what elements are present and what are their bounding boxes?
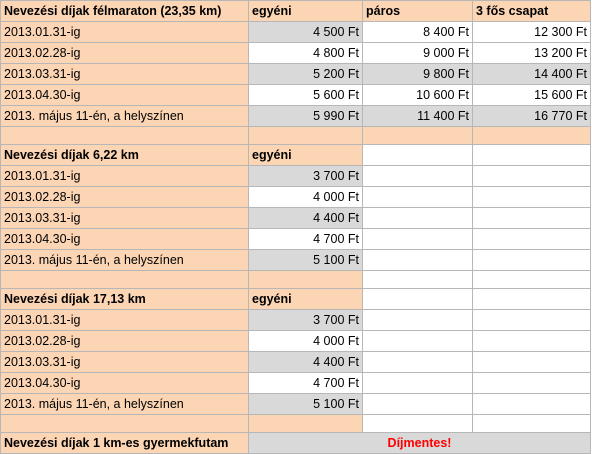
table-row: [1, 22, 591, 43]
run-17km-title[interactable]: Nevezési díjak 17,13 km: [1, 289, 249, 310]
empty-cell[interactable]: [1, 415, 249, 433]
kids-run-title[interactable]: Nevezési díjak 1 km-es gyermekfutam: [1, 433, 249, 454]
spacer-row: [1, 127, 591, 145]
team-fee[interactable]: 14 400 Ft: [473, 64, 591, 85]
empty-cell[interactable]: [473, 373, 591, 394]
empty-cell[interactable]: [363, 415, 473, 433]
row-label[interactable]: 2013.04.30-ig: [1, 229, 249, 250]
half-marathon-title[interactable]: Nevezési díjak félmaraton (23,35 km): [1, 1, 249, 22]
empty-cell[interactable]: [473, 331, 591, 352]
team-fee[interactable]: 13 200 Ft: [473, 43, 591, 64]
individual-fee[interactable]: 4 500 Ft: [249, 22, 363, 43]
empty-cell[interactable]: [1, 271, 249, 289]
table-row: [1, 394, 591, 415]
empty-cell[interactable]: [363, 250, 473, 271]
empty-cell[interactable]: [473, 208, 591, 229]
empty-cell[interactable]: [473, 310, 591, 331]
empty-cell[interactable]: [363, 187, 473, 208]
col-header-individual[interactable]: egyéni: [249, 289, 363, 310]
table-row: [1, 250, 591, 271]
empty-cell[interactable]: [1, 127, 249, 145]
kids-run-free-value[interactable]: Díjmentes!: [249, 433, 591, 454]
empty-cell[interactable]: [473, 271, 591, 289]
row-label[interactable]: 2013.04.30-ig: [1, 373, 249, 394]
empty-cell[interactable]: [473, 229, 591, 250]
individual-fee[interactable]: 4 400 Ft: [249, 208, 363, 229]
pair-fee[interactable]: 11 400 Ft: [363, 106, 473, 127]
empty-cell[interactable]: [473, 352, 591, 373]
empty-cell[interactable]: [363, 127, 473, 145]
col-header-pair[interactable]: páros: [363, 1, 473, 22]
individual-fee[interactable]: 5 200 Ft: [249, 64, 363, 85]
empty-cell[interactable]: [473, 415, 591, 433]
team-fee[interactable]: 12 300 Ft: [473, 22, 591, 43]
row-label[interactable]: 2013.02.28-ig: [1, 331, 249, 352]
col-header-team[interactable]: 3 fős csapat: [473, 1, 591, 22]
half-marathon-header-row: [1, 1, 591, 22]
individual-fee[interactable]: 3 700 Ft: [249, 310, 363, 331]
table-row: [1, 64, 591, 85]
run-6km-title[interactable]: Nevezési díjak 6,22 km: [1, 145, 249, 166]
individual-fee[interactable]: 4 000 Ft: [249, 331, 363, 352]
table-row: [1, 187, 591, 208]
empty-cell[interactable]: [473, 145, 591, 166]
empty-cell[interactable]: [363, 331, 473, 352]
run-17km-header-row: [1, 289, 591, 310]
table-row: [1, 331, 591, 352]
individual-fee[interactable]: 5 100 Ft: [249, 394, 363, 415]
empty-cell[interactable]: [363, 373, 473, 394]
individual-fee[interactable]: 4 700 Ft: [249, 373, 363, 394]
empty-cell[interactable]: [363, 145, 473, 166]
empty-cell[interactable]: [363, 352, 473, 373]
individual-fee[interactable]: 5 100 Ft: [249, 250, 363, 271]
row-label[interactable]: 2013.03.31-ig: [1, 208, 249, 229]
individual-fee[interactable]: 4 800 Ft: [249, 43, 363, 64]
row-label[interactable]: 2013.04.30-ig: [1, 85, 249, 106]
table-row: [1, 229, 591, 250]
row-label[interactable]: 2013.01.31-ig: [1, 22, 249, 43]
individual-fee[interactable]: 5 600 Ft: [249, 85, 363, 106]
team-fee[interactable]: 15 600 Ft: [473, 85, 591, 106]
table-row: [1, 310, 591, 331]
empty-cell[interactable]: [473, 166, 591, 187]
individual-fee[interactable]: 4 400 Ft: [249, 352, 363, 373]
empty-cell[interactable]: [363, 289, 473, 310]
empty-cell[interactable]: [473, 289, 591, 310]
empty-cell[interactable]: [363, 166, 473, 187]
table-row: [1, 166, 591, 187]
spacer-row: [1, 271, 591, 289]
team-fee[interactable]: 16 770 Ft: [473, 106, 591, 127]
row-label[interactable]: 2013.02.28-ig: [1, 187, 249, 208]
individual-fee[interactable]: 5 990 Ft: [249, 106, 363, 127]
table-row: [1, 106, 591, 127]
pair-fee[interactable]: 9 000 Ft: [363, 43, 473, 64]
run-6km-header-row: [1, 145, 591, 166]
empty-cell[interactable]: [363, 208, 473, 229]
row-label[interactable]: 2013.03.31-ig: [1, 64, 249, 85]
empty-cell[interactable]: [249, 127, 363, 145]
individual-fee[interactable]: 3 700 Ft: [249, 166, 363, 187]
col-header-individual[interactable]: egyéni: [249, 1, 363, 22]
row-label[interactable]: 2013.02.28-ig: [1, 43, 249, 64]
table-row: [1, 208, 591, 229]
empty-cell[interactable]: [473, 394, 591, 415]
row-label[interactable]: 2013. május 11-én, a helyszínen: [1, 394, 249, 415]
individual-fee[interactable]: 4 000 Ft: [249, 187, 363, 208]
row-label[interactable]: 2013. május 11-én, a helyszínen: [1, 106, 249, 127]
empty-cell[interactable]: [363, 229, 473, 250]
individual-fee[interactable]: 4 700 Ft: [249, 229, 363, 250]
table-row: [1, 352, 591, 373]
pair-fee[interactable]: 10 600 Ft: [363, 85, 473, 106]
empty-cell[interactable]: [473, 127, 591, 145]
empty-cell[interactable]: [363, 271, 473, 289]
table-row: [1, 373, 591, 394]
pair-fee[interactable]: 8 400 Ft: [363, 22, 473, 43]
empty-cell[interactable]: [473, 187, 591, 208]
row-label[interactable]: 2013.01.31-ig: [1, 166, 249, 187]
row-label[interactable]: 2013. május 11-én, a helyszínen: [1, 250, 249, 271]
spacer-row: [1, 415, 591, 433]
empty-cell[interactable]: [249, 415, 363, 433]
empty-cell[interactable]: [363, 310, 473, 331]
kids-run-row: [1, 433, 591, 454]
row-label[interactable]: 2013.01.31-ig: [1, 310, 249, 331]
empty-cell[interactable]: [473, 250, 591, 271]
table-row: [1, 85, 591, 106]
empty-cell[interactable]: [249, 271, 363, 289]
pair-fee[interactable]: 9 800 Ft: [363, 64, 473, 85]
empty-cell[interactable]: [363, 394, 473, 415]
table-row: [1, 43, 591, 64]
row-label[interactable]: 2013.03.31-ig: [1, 352, 249, 373]
col-header-individual[interactable]: egyéni: [249, 145, 363, 166]
